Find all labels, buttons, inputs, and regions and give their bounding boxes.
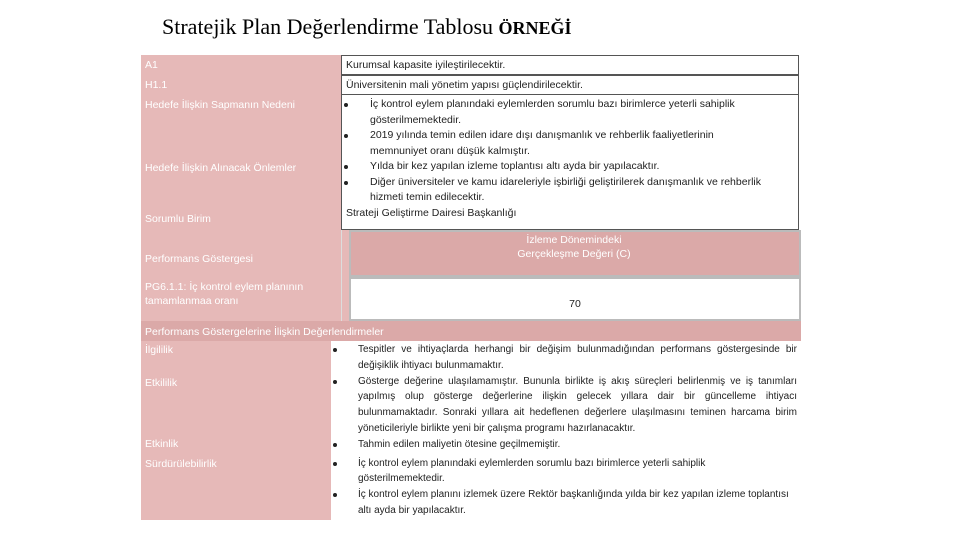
perf-indicator-label: PG6.1.1: İç kontrol eylem planının tamamlanmaa oranı <box>141 277 341 321</box>
onlemler-item: Yılda bir kez yapılan izleme toplantısı altı ayda bir yapılacaktır. <box>342 159 798 175</box>
evaluation-header: Performans Göstergelerine İlişkin Değerlendirmeler <box>141 321 801 341</box>
row-a1-value: Kurumsal kapasite iyileştirilecektir. <box>341 55 799 75</box>
eval-ilgililik-label: İlgililik <box>141 341 331 374</box>
eval-etkililik-item: Gösterge değerine ulaşılamamıştır. Bununla birlikte iş akış süreçleri belirlenmiş ve iş tanımları yapılmış olup gösterge değerlerine ilişkin gelecek yıllara dair bir güncelleme ihtiyacı bulunmamaktadır. Sonraki yıllara ait hedeflenen değerlere ulaşılmasını teminen harcama birim yöneticileriyle birlikte yeni bir çalışma programı hazırlanacaktır. <box>331 374 799 437</box>
eval-surdurulebilirlik-item: İç kontrol eylem planındaki eylemlerden sorumlu bazı birimlerce yeterli sahiplik gösterilmemektedir. <box>331 456 799 488</box>
sapma-item: İç kontrol eylem planındaki eylemlerden sorumlu bazı birimlerce yeterli sahiplik gösterilmemektedir. <box>342 97 798 128</box>
perf-header-mid <box>341 230 349 277</box>
eval-etkililik-label: Etkililik <box>141 374 331 436</box>
row-sapma-label: Hedefe İlişkin Sapmanın Nedeni <box>141 95 341 158</box>
onlemler-item: Diğer üniversiteler ve kamu idareleriyle işbirliği geliştirilerek danışmanlık ve rehberlik hizmeti temin edilecektir. <box>342 175 798 206</box>
row-h11-label: H1.1 <box>141 75 341 95</box>
eval-etkinlik-label: Etkinlik <box>141 436 331 456</box>
perf-header-value: İzleme Dönemindeki Gerçekleşme Değeri (C) <box>349 230 801 277</box>
perf-header-label: Performans Göstergesi <box>141 230 341 277</box>
row-a1-label: A1 <box>141 55 341 75</box>
perf-indicator-mid <box>341 277 349 321</box>
sapma-item: 2019 yılında temin edilen idare dışı danışmanlık ve rehberlik faaliyetlerinin memnuniyet oranı düşük kalmıştır. <box>342 128 798 159</box>
row-sapma-onlemler-values <box>341 95 799 230</box>
perf-indicator-value: 70 <box>349 277 801 321</box>
row-onlemler-label: Hedefe İlişkin Alınacak Önlemler <box>141 158 341 210</box>
row-birim-label: Sorumlu Birim <box>141 210 341 230</box>
eval-ilgililik-item: Tespitler ve ihtiyaçlarda herhangi bir değişim bulunmadığından performans göstergesinde bir değişiklik ihtiyacı bulunmamaktır. <box>331 342 799 374</box>
title-main: Stratejik Plan Değerlendirme Tablosu <box>162 14 494 39</box>
eval-surdurulebilirlik-item: İç kontrol eylem planını izlemek üzere Rektör başkanlığında yılda bir kez yapılan izleme toplantısı altı ayda bir yapılacaktır. <box>331 487 799 519</box>
row-birim-value: Strateji Geliştirme Dairesi Başkanlığı <box>346 206 517 219</box>
evaluation-values <box>331 341 799 522</box>
eval-etkinlik-item: Tahmin edilen maliyetin ötesine geçilmemiştir. <box>331 437 799 453</box>
eval-surdurulebilirlik-label: Sürdürülebilirlik <box>141 456 331 520</box>
page-title <box>162 14 572 40</box>
row-h11-value: Üniversitenin mali yönetim yapısı güçlendirilecektir. <box>341 75 799 95</box>
title-suffix: ÖRNEĞİ <box>498 18 572 38</box>
